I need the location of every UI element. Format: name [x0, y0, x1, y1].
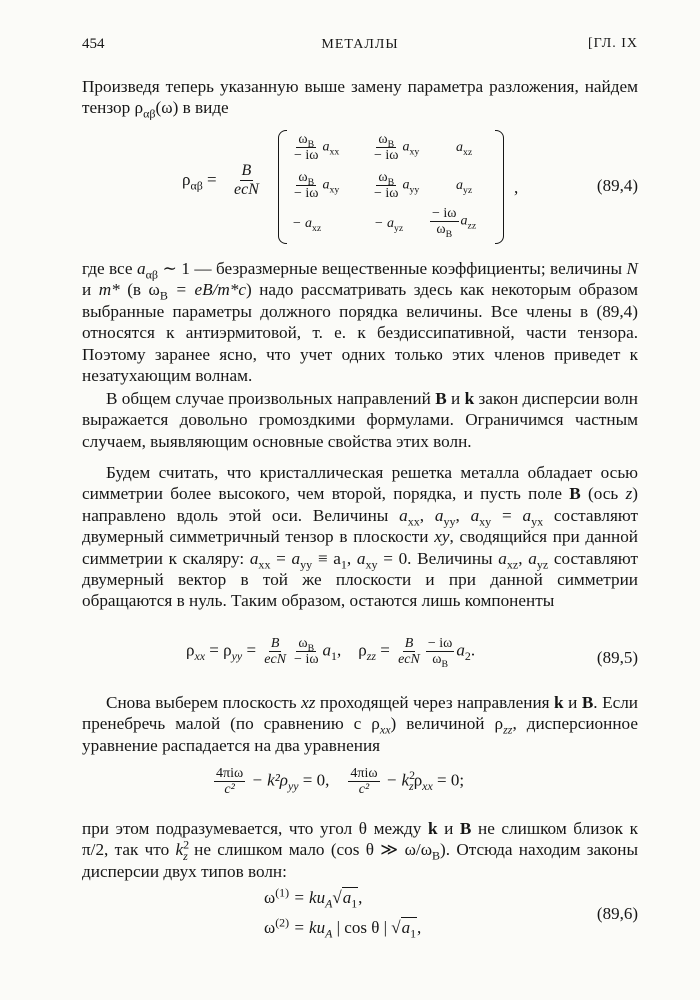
matrix-lhs: $\rho_{\alpha\beta}$ = [182, 170, 217, 193]
paragraph-general-case: В общем случае произвольных направлений B и k закон дисперсии волн выражается довольно громоздкими формулами. Ограничимся частным случаем, выявляющим основные свойства этих волн. [82, 389, 639, 451]
matrix-cell: − $a_{yz}$ [374, 216, 404, 234]
matrix-coefficient: B ecN [234, 162, 259, 198]
equation-number: (89,6) [596, 904, 638, 923]
matrix [278, 130, 504, 242]
equation-89-4 [182, 130, 522, 242]
page-number: 454 [82, 36, 105, 52]
matrix-cell: $\frac{\omega_B}{- i\omega}$ $a_{xy}$ [374, 132, 420, 163]
page-header [82, 36, 638, 56]
matrix-cell: $\frac{\omega_B}{- i\omega}$ $a_{xy}$ [294, 170, 340, 201]
paragraph-intro [82, 76, 638, 119]
matrix-cell: $\frac{\omega_B}{- i\omega}$ $a_{xx}$ [294, 132, 340, 163]
equation-89-6-line1: $\omega^{(1)} = ku_A√a_1$, [264, 885, 363, 911]
matrix-cell: $\frac{- i\omega}{\omega_B}$ $a_{zz}$ [432, 206, 477, 240]
dispersion-equations: $\frac{\text{4πiω}}{\text{c²}}$ − $k^2\rho_{yy} = 0$, $\frac{\text{4πiω}}{\text{c²}}$ − $k^2_z\rho_{xx} = 0$; [216, 766, 465, 797]
equation-89-6-line2: $\omega^{(2)} = ku_A$ | cos θ | $√a_1$, [264, 915, 422, 941]
right-bracket [495, 130, 504, 244]
running-title: МЕТАЛЛЫ [321, 37, 399, 52]
equation-number: (89,4) [596, 176, 638, 195]
matrix-cell: − $a_{xz}$ [292, 216, 322, 234]
subscript: αβ [143, 106, 156, 121]
text: (ω) в виде [155, 98, 229, 118]
equation-number: (89,5) [596, 648, 638, 667]
paragraph-symmetry: Будем считать, что кристаллическая решетка металла обладает осью симметрии более высокого, чем второй, порядка, и пусть поле B (ось z) направлено вдоль этой оси. Величины $a_{xx}$, $a_{yy}$, $a_{xy} = a_{yx}$ составляют двумерный симметричный тензор в плоскости xy, сводящийся при данной симметрии к скаляру: $a_{xx} = a_{yy} \equiv a_1$, $a_{xy} = 0$. Величины $a_{xz}$, $a_{yz}$ составляют двумерный вектор в той же плоскости и при данной симметрии обращаются в нуль. Таким образом, остаются лишь компоненты [82, 463, 639, 611]
equation-89-5: $\rho_{xx} = \rho_{yy}$ = $\frac{B}{\text{ecN}}$ $\frac{\omega_B}{- i\omega}$ $a_1$, $\rho_{zz}$ = $\frac{B}{\text{ecN}}$ $\frac{- i\omega}{\omega_B}$ $a_2$. [186, 636, 476, 670]
paragraph-coefficients: где все $a_{\alpha\beta}$ ∼ 1 — безразмерные вещественные коэффициенты; величины N и m* (в $\omega_B = eB/m*c$) надо рассматривать здесь как некоторым образом выбранные параметры должного порядка величины. Все члены в (89,4) относятся к антиэрмитовой, т. е. к бездиссипативной, части тензора. Поэтому заранее ясно, что учет одних только этих членов приведет к незатухающим волнам. [82, 259, 638, 386]
left-bracket [278, 130, 287, 244]
equation-comma: , [514, 178, 519, 197]
matrix-cell: $\frac{\omega_B}{- i\omega}$ $a_{yy}$ [374, 170, 420, 201]
matrix-cell: $a_{yz}$ [456, 178, 473, 196]
paragraph-angle: при этом подразумевается, что угол θ между k и B не слишком близок к π/2, так что $k^2_z$ не слишком мало (cos θ ≫ $\omega/\omega_B$). Отсюда находим законы дисперсии двух типов волн: [82, 819, 638, 881]
matrix-cell: $a_{xz}$ [456, 140, 473, 158]
chapter-label: [ГЛ. IX [588, 36, 638, 51]
paragraph-plane: Снова выберем плоскость xz проходящей через направления k и B. Если пренебречь малой (по сравнению с $\rho_{xx}$) величиной $\rho_{zz}$, дисперсионное уравнение распадается на два уравнения [82, 693, 638, 755]
text: Произведя теперь указанную выше замену параметра разложения, найдем тензор ρ [82, 77, 638, 118]
